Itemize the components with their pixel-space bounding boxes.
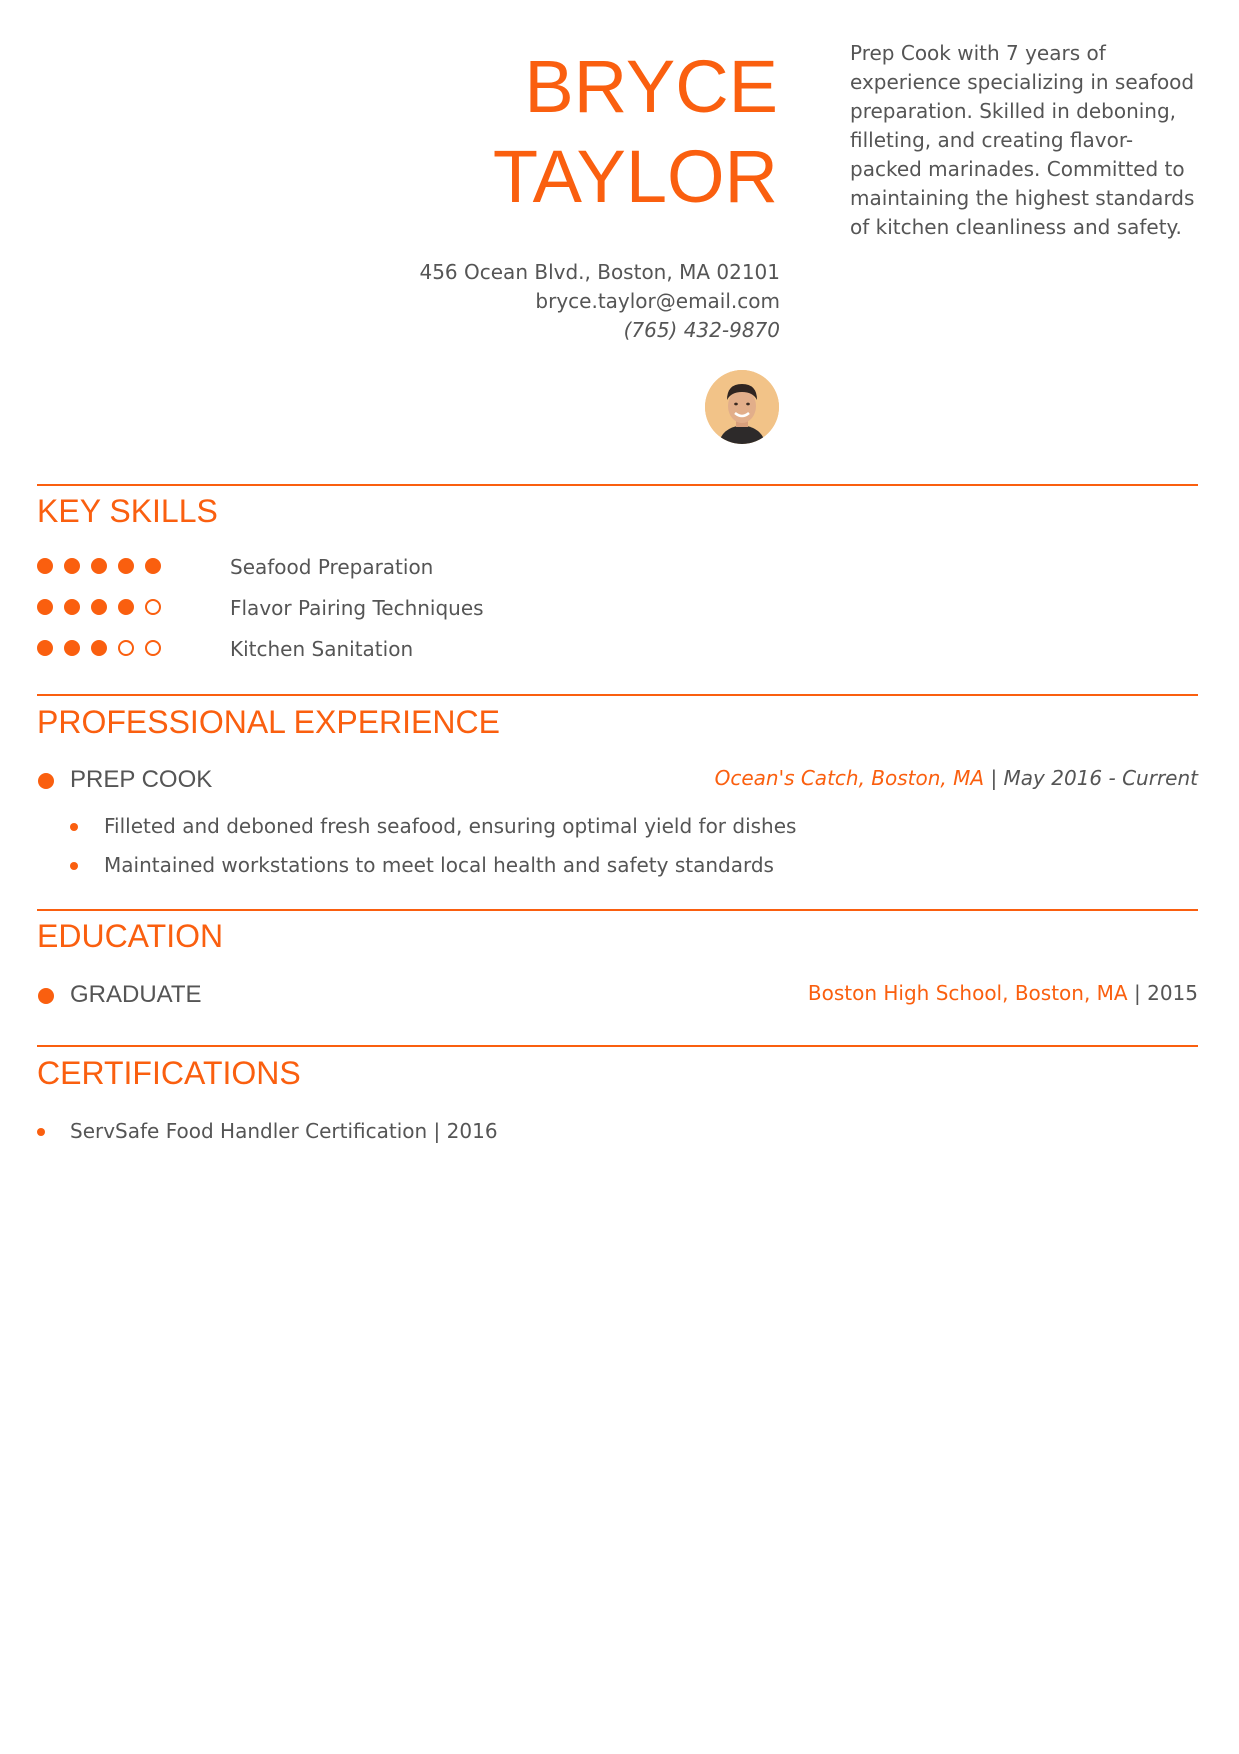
job-dates: May 2016 - Current	[1003, 766, 1198, 790]
job-meta	[715, 766, 1198, 790]
degree: GRADUATE	[70, 981, 202, 1008]
education-header	[37, 979, 1198, 1011]
job-bullet-text: Maintained workstations to meet local health and safety standards	[104, 853, 774, 877]
rating-dot-filled-icon	[91, 558, 107, 574]
meta-separator: |	[1133, 981, 1141, 1005]
rating-dot-empty-icon	[145, 640, 161, 656]
experience-section-title: PROFESSIONAL EXPERIENCE	[37, 704, 500, 740]
rating-dot-filled-icon	[37, 640, 53, 656]
certification-text: ServSafe Food Handler Certification | 2016	[70, 1119, 498, 1143]
skills-section-title: KEY SKILLS	[37, 493, 218, 529]
rating-dot-filled-icon	[64, 599, 80, 615]
bullet-dot-icon	[38, 988, 54, 1004]
job-bullet	[70, 851, 774, 879]
skill-rating	[37, 599, 172, 617]
education-section-title: EDUCATION	[37, 918, 224, 954]
rating-dot-empty-icon	[118, 640, 134, 656]
profile-summary: Prep Cook with 7 years of experience specializing in seafood preparation. Skilled in deboning, filleting, and creating flavor-packed marinades. Committed to maintaining the highest standards of kitchen cleanliness and safety.	[850, 41, 1195, 239]
address: 456 Ocean Blvd., Boston, MA 02101	[419, 260, 780, 284]
skill-row	[37, 594, 737, 624]
rating-dot-filled-icon	[37, 599, 53, 615]
education-meta	[808, 981, 1198, 1005]
school: Boston High School, Boston, MA	[807, 981, 1128, 1005]
skill-row	[37, 553, 737, 583]
skill-label: Flavor Pairing Techniques	[230, 596, 484, 620]
bullet-dot-icon	[37, 1128, 45, 1136]
section-divider	[37, 1045, 1198, 1047]
section-divider	[37, 484, 1198, 486]
rating-dot-filled-icon	[118, 599, 134, 615]
contact-info	[419, 258, 780, 345]
skill-rating	[37, 558, 172, 576]
rating-dot-empty-icon	[145, 599, 161, 615]
rating-dot-filled-icon	[91, 640, 107, 656]
meta-separator: |	[990, 766, 998, 790]
email: bryce.taylor@email.com	[535, 289, 780, 313]
job-company: Ocean's Catch, Boston, MA	[714, 766, 985, 790]
rating-dot-filled-icon	[145, 558, 161, 574]
bullet-dot-icon	[70, 823, 78, 831]
rating-dot-filled-icon	[37, 558, 53, 574]
phone: (765) 432-9870	[623, 318, 780, 342]
rating-dot-filled-icon	[91, 599, 107, 615]
skill-row	[37, 635, 737, 665]
first-name: BRYCE	[524, 45, 778, 128]
avatar-photo-icon	[705, 370, 779, 444]
certification-item	[37, 1117, 498, 1145]
bullet-dot-icon	[38, 773, 54, 789]
graduation-year: 2015	[1147, 981, 1198, 1005]
section-divider	[37, 694, 1198, 696]
last-name: TAYLOR	[492, 135, 778, 218]
job-bullet-text: Filleted and deboned fresh seafood, ensuring optimal yield for dishes	[104, 814, 797, 838]
candidate-name	[493, 42, 778, 222]
skill-rating	[37, 640, 172, 658]
rating-dot-filled-icon	[64, 558, 80, 574]
certifications-section-title: CERTIFICATIONS	[37, 1055, 301, 1091]
skill-label: Seafood Preparation	[230, 555, 434, 579]
job-title: PREP COOK	[70, 766, 213, 793]
skill-label: Kitchen Sanitation	[230, 637, 414, 661]
avatar	[705, 370, 779, 444]
bullet-dot-icon	[70, 862, 78, 870]
job-header	[37, 764, 1198, 796]
section-divider	[37, 909, 1198, 911]
job-bullet	[70, 812, 796, 840]
rating-dot-filled-icon	[118, 558, 134, 574]
rating-dot-filled-icon	[64, 640, 80, 656]
